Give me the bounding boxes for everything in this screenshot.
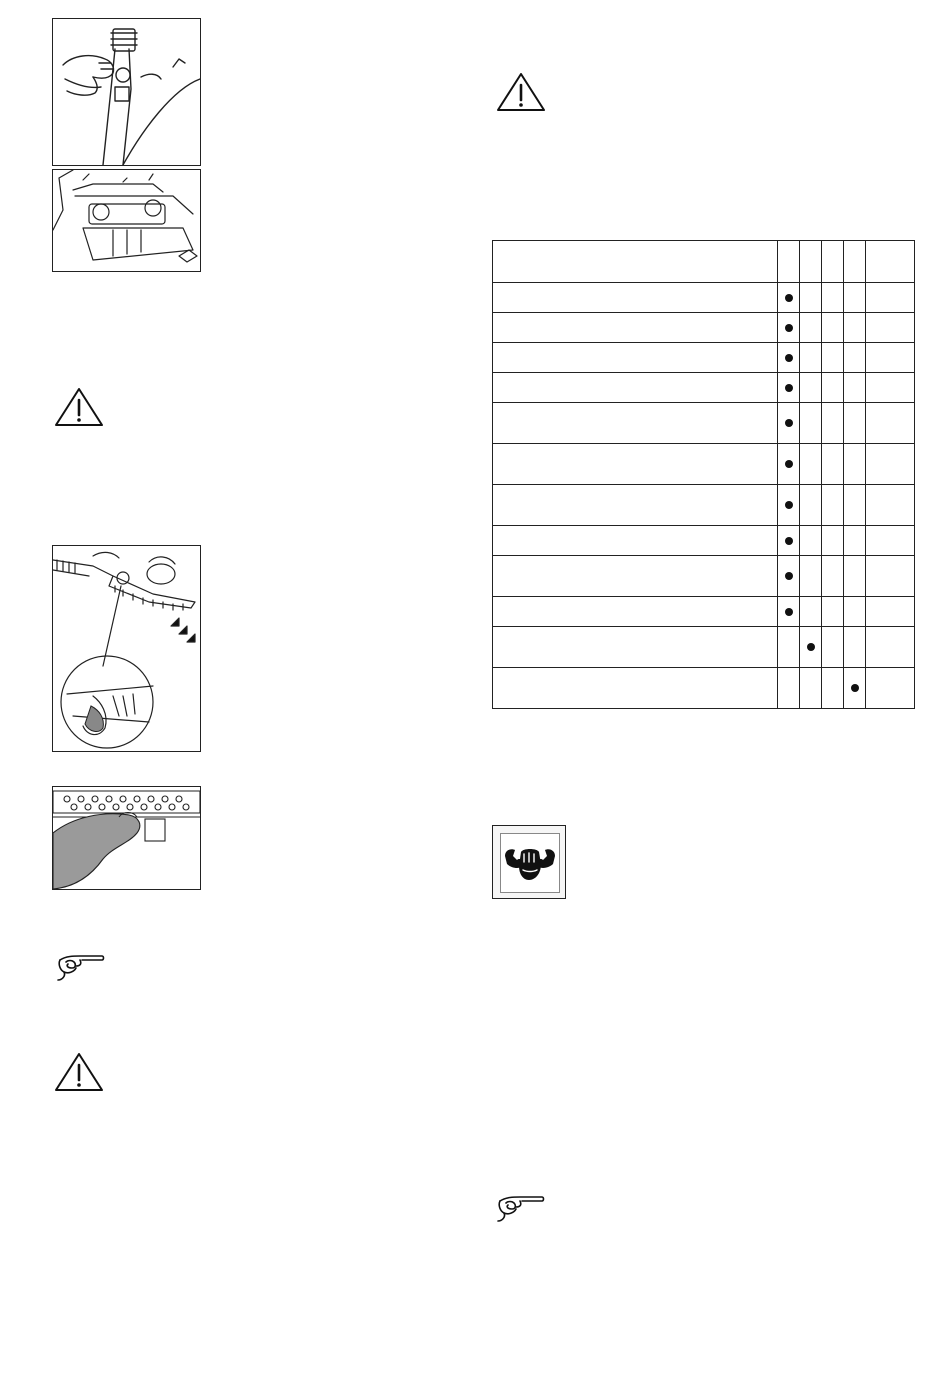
table-row: [493, 556, 915, 597]
table-row: [493, 444, 915, 485]
interval-cell: [866, 485, 915, 526]
service-icon-box: [492, 825, 566, 899]
interval-cell: [778, 485, 800, 526]
interval-cell: [866, 556, 915, 597]
brush-removal-figure: [52, 545, 201, 752]
interval-cell: [844, 403, 866, 444]
interval-cell: [822, 313, 844, 343]
interval-cell: [800, 556, 822, 597]
interval-cell: [866, 668, 915, 709]
task-description-cell: [493, 485, 778, 526]
pointing-hand-icon: [496, 1191, 546, 1223]
interval-cell: [866, 313, 915, 343]
interval-cell: [822, 403, 844, 444]
interval-cell: [844, 526, 866, 556]
interval-cell: [800, 627, 822, 668]
interval-cell: [822, 373, 844, 403]
table-header-cell: [800, 241, 822, 283]
interval-marker: [785, 419, 793, 427]
interval-marker: [785, 460, 793, 468]
interval-cell: [800, 597, 822, 627]
interval-cell: [822, 556, 844, 597]
brush-removal-illustration: [53, 546, 200, 751]
interval-cell: [822, 627, 844, 668]
hose-coupling-illustration: [53, 19, 200, 165]
interval-cell: [800, 444, 822, 485]
interval-marker: [807, 643, 815, 651]
task-description-cell: [493, 556, 778, 597]
squeegee-blade-figure: [52, 786, 201, 890]
interval-cell: [822, 444, 844, 485]
wrench-hand-icon: [501, 834, 559, 892]
interval-cell: [844, 283, 866, 313]
warning-triangle-icon: [496, 72, 546, 112]
interval-cell: [778, 597, 800, 627]
interval-marker: [785, 354, 793, 362]
interval-cell: [800, 343, 822, 373]
table-row: [493, 627, 915, 668]
warning-triangle-icon: [54, 387, 104, 427]
interval-marker: [785, 608, 793, 616]
interval-marker: [785, 572, 793, 580]
interval-cell: [778, 556, 800, 597]
task-description-cell: [493, 403, 778, 444]
table-body: [493, 283, 915, 709]
interval-cell: [844, 627, 866, 668]
interval-marker: [785, 384, 793, 392]
interval-cell: [778, 373, 800, 403]
interval-cell: [800, 668, 822, 709]
interval-cell: [778, 283, 800, 313]
interval-cell: [866, 597, 915, 627]
interval-cell: [778, 668, 800, 709]
interval-cell: [844, 444, 866, 485]
interval-cell: [800, 403, 822, 444]
interval-cell: [800, 485, 822, 526]
interval-marker: [785, 324, 793, 332]
table-header-cell: [778, 241, 800, 283]
interval-cell: [800, 283, 822, 313]
warning-triangle-icon: [54, 1052, 104, 1092]
interval-cell: [844, 343, 866, 373]
interval-cell: [866, 283, 915, 313]
interval-cell: [844, 597, 866, 627]
table-row: [493, 526, 915, 556]
interval-cell: [822, 283, 844, 313]
interval-cell: [822, 343, 844, 373]
interval-cell: [778, 313, 800, 343]
interval-cell: [844, 556, 866, 597]
table-row: [493, 597, 915, 627]
interval-cell: [800, 373, 822, 403]
interval-cell: [866, 526, 915, 556]
interval-marker: [785, 537, 793, 545]
interval-cell: [800, 313, 822, 343]
interval-cell: [844, 485, 866, 526]
interval-cell: [778, 343, 800, 373]
interval-cell: [844, 373, 866, 403]
table-row: [493, 373, 915, 403]
table-row: [493, 668, 915, 709]
task-description-cell: [493, 373, 778, 403]
interval-cell: [778, 403, 800, 444]
table-row: [493, 403, 915, 444]
interval-cell: [844, 313, 866, 343]
table-row: [493, 485, 915, 526]
task-description-cell: [493, 597, 778, 627]
task-description-cell: [493, 313, 778, 343]
interval-marker: [785, 294, 793, 302]
task-description-cell: [493, 668, 778, 709]
task-description-cell: [493, 343, 778, 373]
interval-cell: [844, 668, 866, 709]
interval-cell: [822, 526, 844, 556]
task-description-cell: [493, 627, 778, 668]
interval-cell: [800, 526, 822, 556]
interval-cell: [778, 526, 800, 556]
table-header-cell: [866, 241, 915, 283]
task-description-cell: [493, 444, 778, 485]
table-header-row: [493, 241, 915, 283]
maintenance-schedule-table: [492, 240, 915, 709]
squeegee-blade-illustration: [53, 787, 200, 889]
filter-compartment-illustration: [53, 170, 200, 271]
task-description-cell: [493, 526, 778, 556]
hose-coupling-figure: [52, 18, 201, 166]
interval-cell: [778, 444, 800, 485]
interval-cell: [866, 403, 915, 444]
table-row: [493, 283, 915, 313]
task-description-cell: [493, 283, 778, 313]
interval-cell: [822, 485, 844, 526]
interval-cell: [778, 627, 800, 668]
filter-compartment-figure: [52, 169, 201, 272]
table-header-cell: [844, 241, 866, 283]
interval-cell: [866, 444, 915, 485]
interval-cell: [866, 627, 915, 668]
pointing-hand-icon: [56, 950, 106, 982]
interval-cell: [822, 597, 844, 627]
interval-cell: [866, 343, 915, 373]
table-header-cell: [493, 241, 778, 283]
interval-marker: [851, 684, 859, 692]
table-header-cell: [822, 241, 844, 283]
interval-cell: [822, 668, 844, 709]
interval-marker: [785, 501, 793, 509]
table-row: [493, 343, 915, 373]
table-row: [493, 313, 915, 343]
interval-cell: [866, 373, 915, 403]
